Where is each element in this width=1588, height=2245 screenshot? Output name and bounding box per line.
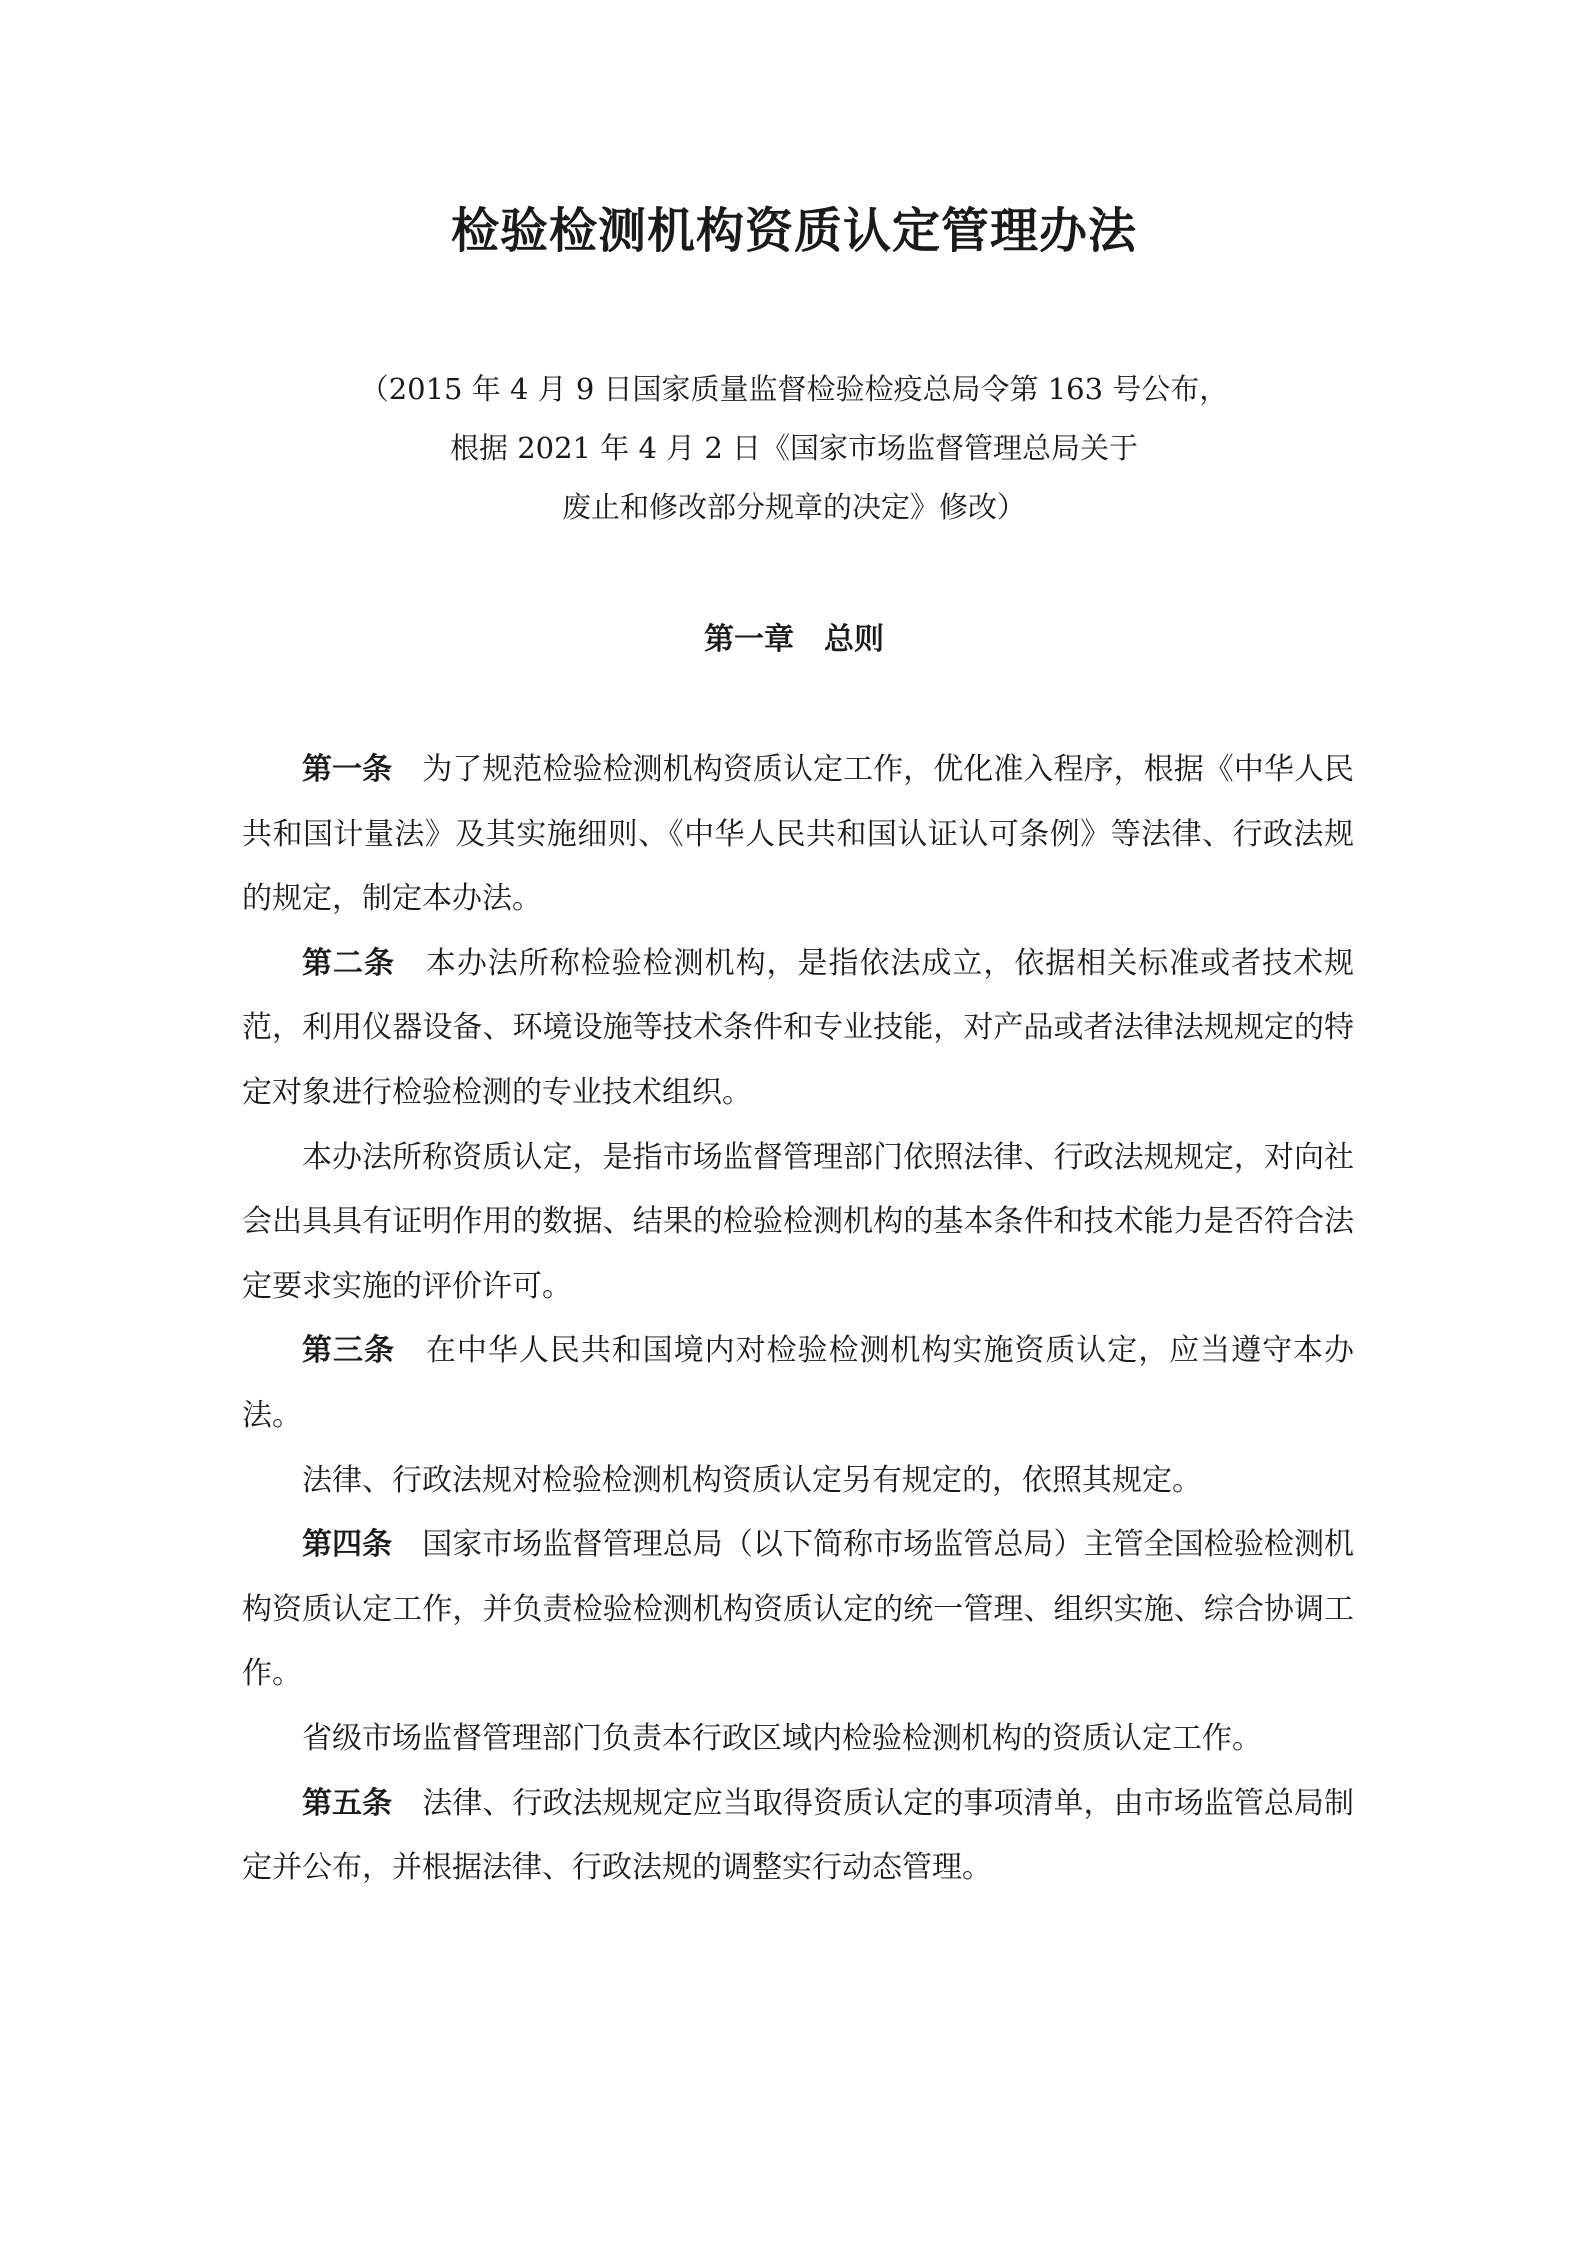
promulgation-note — [0, 360, 1588, 537]
article-text: 国家市场监督管理总局（以下简称市场监管总局）主管全国检验检测机构资质认定工作，并负责检验检测机构资质认定的统一管理、组织实施、综合协调工作。 — [242, 1527, 1355, 1692]
article-text: 在中华人民共和国境内对检验检测机构实施资质认定，应当遵守本办法。 — [242, 1333, 1355, 1433]
promulgation-note-line: 废止和修改部分规章的决定》修改） — [561, 490, 1026, 524]
article-text: 本办法所称检验检测机构，是指依法成立，依据相关标准或者技术规范，利用仪器设备、环境设施等技术条件和专业技能，对产品或者法律法规规定的特定对象进行检验检测的专业技术组织。 — [242, 945, 1355, 1110]
chapter-heading: 第一章 总则 — [704, 622, 884, 657]
promulgation-note-line: 根据 2021 年 4 月 2 日《国家市场监督管理总局关于 — [449, 431, 1138, 465]
article-text: 法律、行政法规对检验检测机构资质认定另有规定的，依照其规定。 — [302, 1462, 1202, 1498]
promulgation-note-line: （2015 年 4 月 9 日国家质量监督检验检疫总局令第 163 号公布， — [359, 372, 1229, 406]
article-paragraph — [242, 738, 1354, 932]
article-text: 省级市场监督管理部门负责本行政区域内检验检测机构的资质认定工作。 — [302, 1720, 1262, 1756]
article-number: 第四条 — [302, 1527, 393, 1563]
article-paragraph — [242, 1513, 1354, 1707]
article-paragraph — [242, 1707, 1354, 1772]
article-text: 为了规范检验检测机构资质认定工作，优化准入程序，根据《中华人民共和国计量法》及其实施细则、《中华人民共和国认证认可条例》等法律、行政法规的规定，制定本办法。 — [242, 752, 1355, 917]
article-paragraph — [242, 1772, 1354, 1901]
article-paragraph — [242, 1319, 1354, 1448]
article-number: 第三条 — [302, 1333, 395, 1369]
article-paragraph — [242, 1126, 1354, 1320]
document-body — [242, 738, 1354, 1901]
article-number: 第一条 — [302, 752, 393, 787]
article-paragraph — [242, 1449, 1354, 1514]
document-title: 检验检测机构资质认定管理办法 — [450, 203, 1137, 259]
article-number: 第五条 — [302, 1785, 393, 1821]
article-paragraph — [242, 932, 1354, 1126]
article-number: 第二条 — [302, 945, 395, 981]
article-text: 本办法所称资质认定，是指市场监督管理部门依照法律、行政法规规定，对向社会出具具有证明作用的数据、结果的检验检测机构的基本条件和技术能力是否符合法定要求实施的评价许可。 — [242, 1139, 1354, 1304]
article-text: 法律、行政法规规定应当取得资质认定的事项清单，由市场监管总局制定并公布，并根据法律、行政法规的调整实行动态管理。 — [242, 1785, 1355, 1886]
